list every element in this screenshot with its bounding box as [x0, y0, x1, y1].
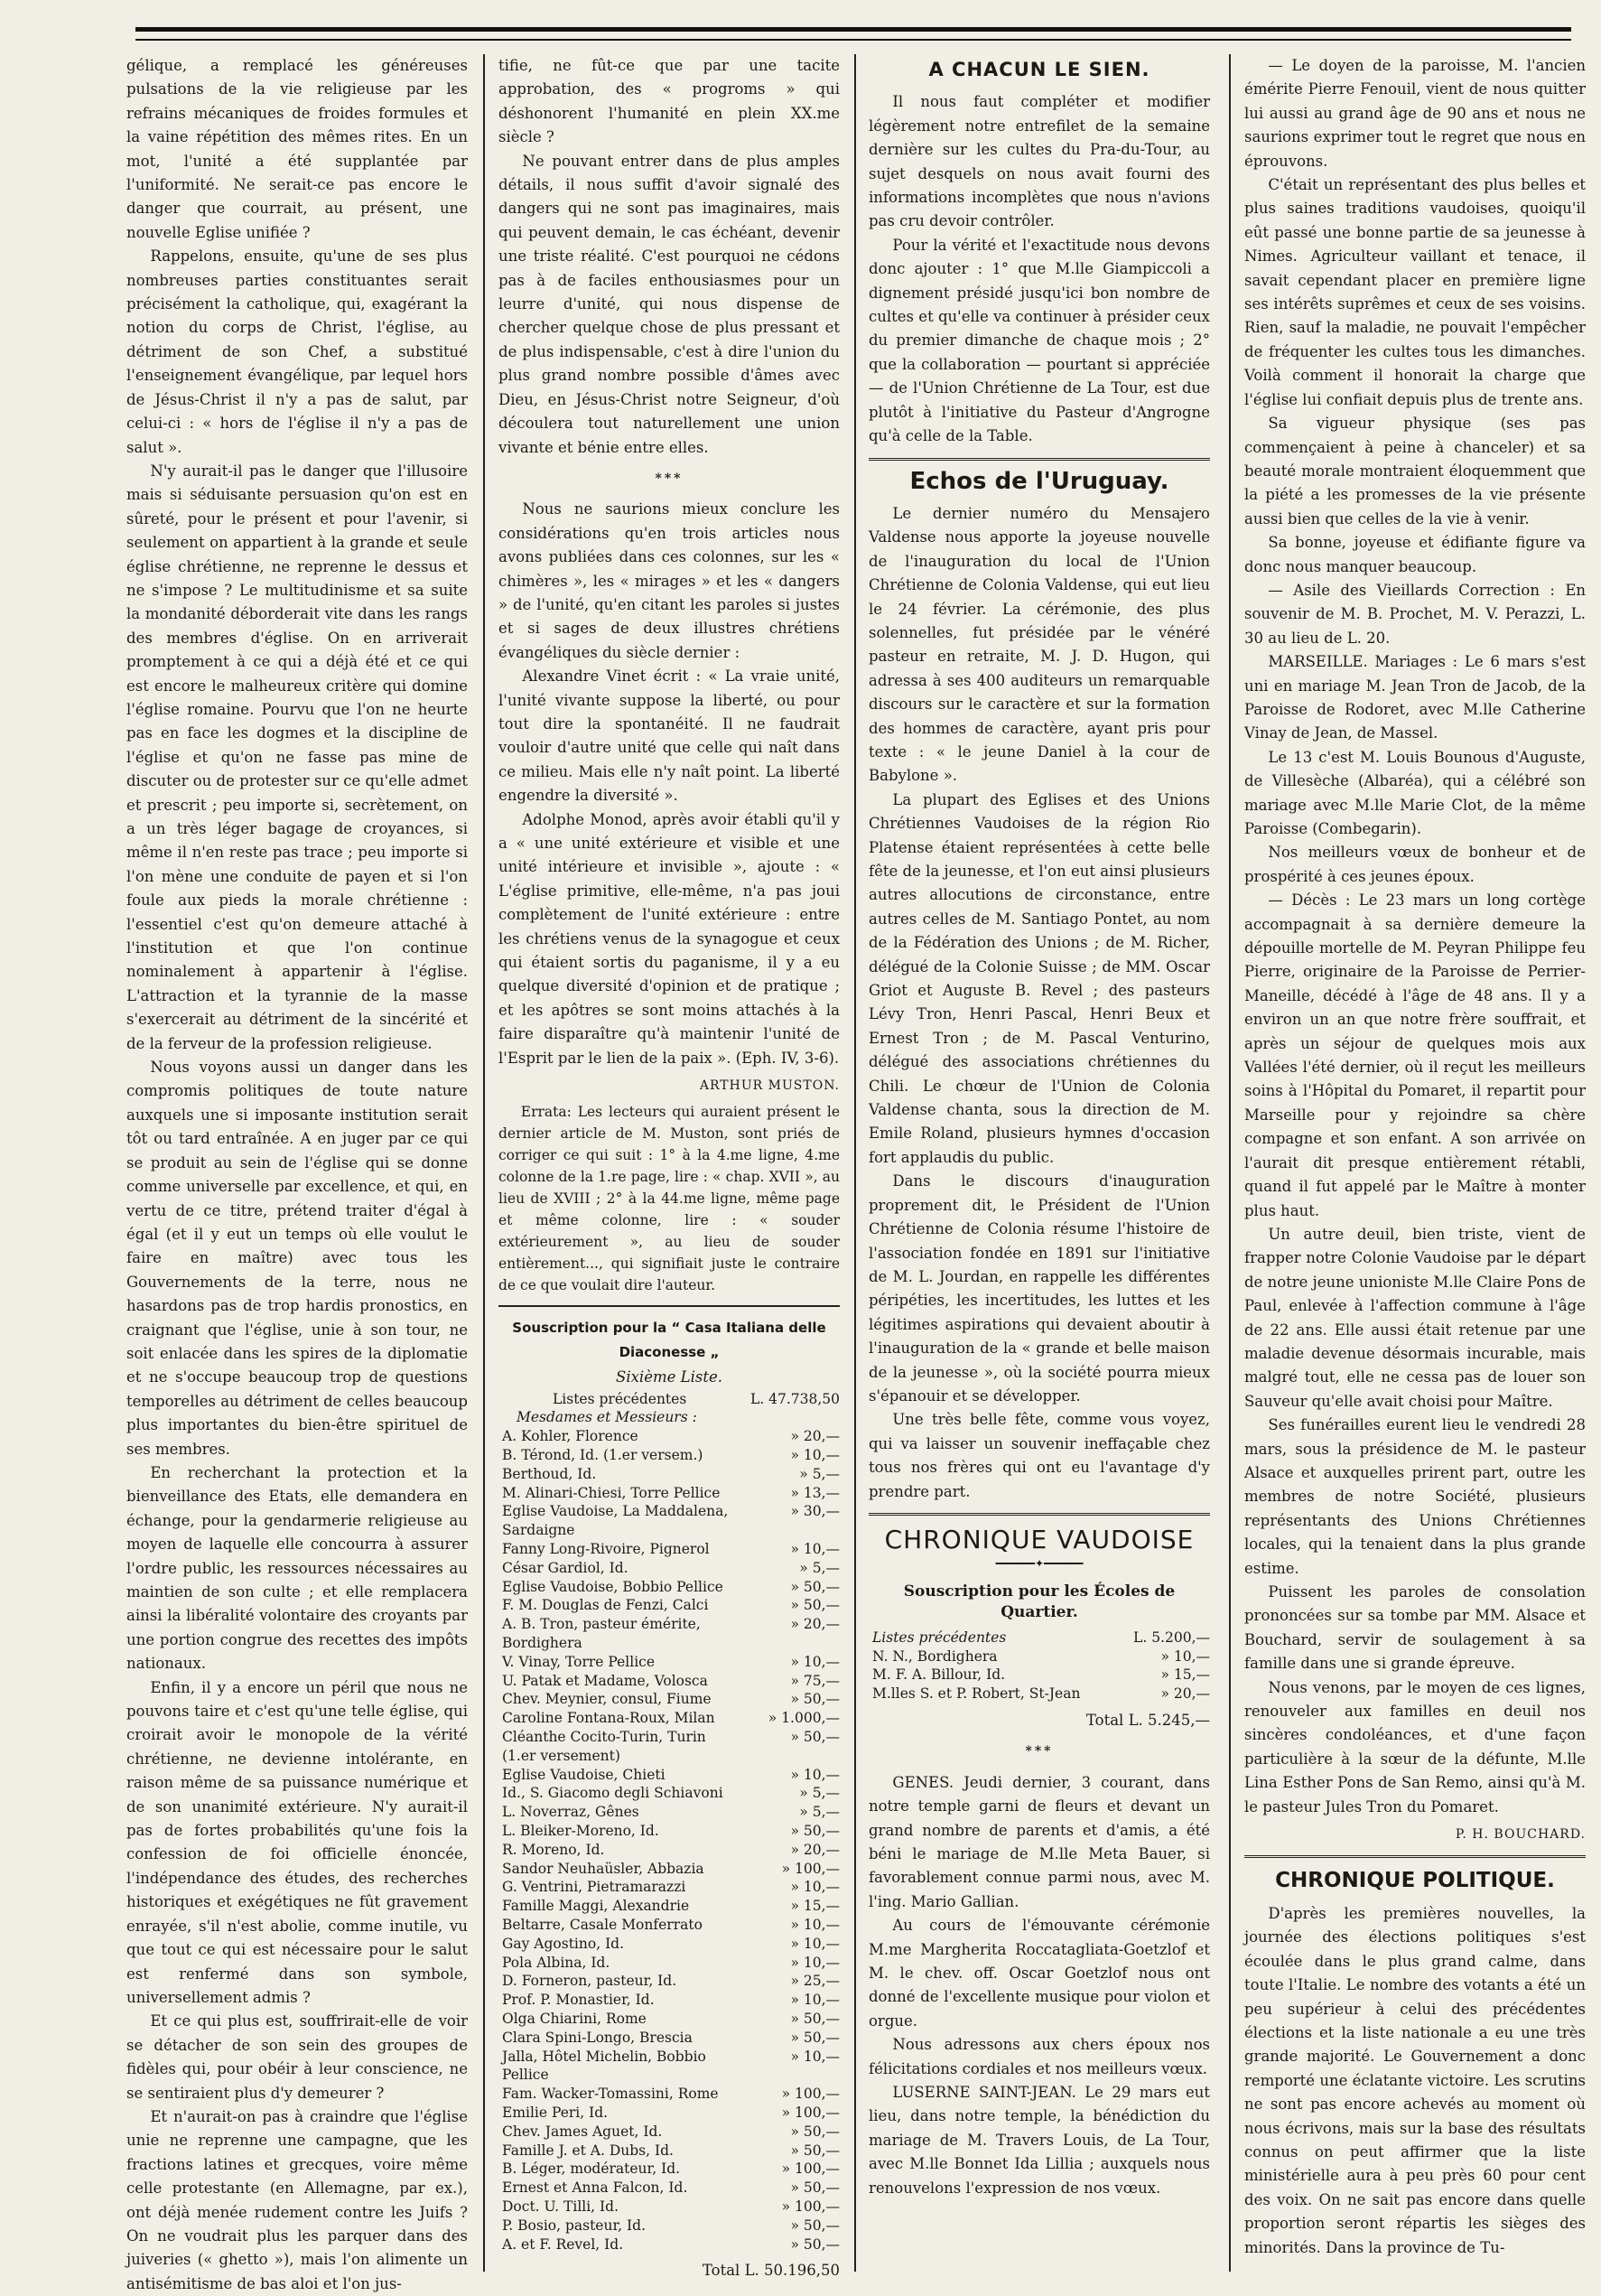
paragraph: Rappelons, ensuite, qu'une de ses plus nombreuses parties constituantes serait précisément la catholique, qui, exagérant la notion du corps de Christ, l'église, au détriment de son Chef, a substitué l'enseignement évangélique, par lequel hors de Jésus-Christ il n'y a pas de salut, par celui-ci : « hors de l'église il n'y a pas de salut ».: [126, 247, 468, 456]
section-separator: ***: [655, 471, 684, 486]
donor-name: Id., S. Giacomo degli Schiavoni: [502, 1785, 723, 1802]
paragraph: — Asile des Vieillards Correction : En souvenir de M. B. Prochet, M. V. Perazzi, L. 30 au lieu de L. 20.: [1244, 581, 1586, 647]
top-rule: [135, 27, 1571, 41]
list-item: [498, 2029, 840, 2048]
paragraph: Nous ne saurions mieux conclure les considérations qu'en trois articles nous avons publiées dans ces colonnes, sur les « chimères », les « mirages » et les « dangers » de l'unité, qu'en citant les paroles si justes et si sages de deux illustres chrétiens évangéliques du siècle dernier :: [498, 500, 840, 661]
donor-amount: » 20,—: [790, 1616, 840, 1633]
article-uruguay: [869, 502, 1210, 1504]
donor-name: Pola Albina, Id.: [502, 1954, 610, 1971]
list-item: [498, 1502, 840, 1540]
subscription-title: Souscription pour la “ Casa Italiana delle Diaconesse „: [512, 1320, 826, 1360]
column-2: [498, 54, 840, 2280]
donor-amount: » 50,—: [790, 1823, 840, 1840]
author-signature: ARTHUR MUSTON.: [699, 1078, 840, 1094]
donor-name: Doct. U. Tilli, Id.: [502, 2198, 619, 2215]
paragraph: Nous venons, par le moyen de ces lignes, renouveler aux familles en deuil nos sincères condoléances, et d'une façon particulière à la sœur de la défunte, M.lle Lina Esther Pons de San Remo, ainsi qu'à M. le pasteur Jules Tron du Pomaret.: [1244, 1678, 1586, 1815]
donor-amount: » 100,—: [781, 1860, 840, 1877]
list-item: [498, 2142, 840, 2161]
donor-list: [498, 1390, 840, 2254]
donor-name: Berthoud, Id.: [502, 1465, 597, 1482]
list-item: [498, 1784, 840, 1803]
paragraph: Ses funérailles eurent lieu le vendredi 28 mars, sous la présidence de M. le pasteur Alsace et auxquelles prirent part, outre les membres de notre Société, plusieurs représentants des Unions Chrétiennes locales, qui la tenaient dans la plus grande estime.: [1244, 1416, 1586, 1577]
list-item: [498, 1578, 840, 1597]
article-unity-dangers-continued: [126, 54, 468, 2296]
list-item: [498, 1390, 840, 1409]
donor-amount: » 100,—: [781, 2086, 840, 2103]
donor-amount: » 50,—: [790, 2123, 840, 2140]
list-item: [498, 1916, 840, 1935]
donor-amount: » 50,—: [790, 1691, 840, 1708]
paragraph: Une très belle fête, comme vous voyez, qui va laisser un souvenir ineffaçable chez tous nos frères qui ont eu l'avantage d'y prendre part.: [869, 1411, 1210, 1500]
donor-name: D. Forneron, pasteur, Id.: [502, 1973, 677, 1990]
section-title-chronique-politique: CHRONIQUE POLITIQUE.: [1275, 1869, 1555, 1893]
paragraph: La plupart des Eglises et des Unions Chrétiennes Vaudoises de la région Rio Platense étaient représentées à cette belle fête de la jeunesse, et l'on eut ainsi plusieurs autres allocutions de circonstance, entre autres celles de M. Santiago Pontet, au nom de la Fédération des Unions ; de M. Richer, délégué de la Colonie Suisse ; de MM. Oscar Griot et Auguste B. Revel ; des pasteurs Lévy Tron, Henri Pascal, Henri Beux et Ernest Tron ; de M. Pascal Venturino, délégué des associations chrétiennes du Chili. Le chœur de l'Union de Colonia Valdense chanta, sous la direction de M. Emile Roland, plusieurs hymnes d'occasion fort applaudis du public.: [869, 790, 1210, 1166]
column-4: [1244, 54, 1586, 2272]
subscriber-amount: » 10,—: [1160, 1647, 1210, 1665]
paragraph: Puissent les paroles de consolation prononcées sur sa tombe par MM. Alsace et Bouchard, servir de soulagement à sa famille dans une si grande épreuve.: [1244, 1583, 1586, 1673]
school-subscription-total: Total L. 5.245,—: [1085, 1711, 1210, 1729]
donor-name: Sandor Neuhaüsler, Abbazia: [502, 1860, 704, 1877]
list-item: [498, 2104, 840, 2123]
paragraph: Au cours de l'émouvante cérémonie M.me Margherita Roccatagliata-Goetzlof et M. le chev. off. Oscar Goetzlof nous ont donné de l'excellente musique pour violon et orgue.: [869, 1917, 1210, 2030]
list-item: [498, 1766, 840, 1785]
list-item: [498, 2179, 840, 2198]
donor-name: Jalla, Hôtel Michelin, Bobbio Pellice: [502, 2048, 706, 2084]
list-item: [498, 1841, 840, 1860]
paragraph: Et n'aurait-on pas à craindre que l'église unie ne reprenne une campagne, que les fractions latines et grecques, voire même celle protestante (en Allemagne, par ex.), ont déjà menée rudement contre les Juifs ? On ne voudrait plus les parquer dans des juiveries (« ghetto »), mais l'on alimente un antisémitisme de bas aloi et l'on jus-: [126, 2107, 468, 2292]
donor-amount: » 10,—: [790, 1447, 840, 1464]
donor-name: Fanny Long-Rivoire, Pignerol: [502, 1541, 710, 1558]
donor-amount: » 20,—: [790, 1841, 840, 1858]
paragraph: D'après les premières nouvelles, la journée des élections politiques s'est écoulée dans le plus grand calme, dans toute l'Italie. Le nombre des votants a été un peu supérieur à celui des précédentes élections et la liste nationale a eu une très grande majorité. Le Gouvernement a donc remporté une éclatante victoire. Les scrutins ne sont pas encore achevés au moment où nous écrivons, mais sur la base des résultats connus on peut affirmer que la liste ministérielle aura à peu près 60 pour cent des voix. On ne sait pas encore dans quelle proportion seront répartis les sièges des minorités. Dans la province de Tu-: [1244, 1904, 1586, 2256]
donor-name: L. Bleiker-Moreno, Id.: [502, 1823, 659, 1840]
list-item: [498, 1935, 840, 1954]
donor-name: P. Bosio, pasteur, Id.: [502, 2217, 646, 2234]
donor-name: B. Térond, Id. (1.er versem.): [502, 1447, 703, 1464]
list-item: [498, 1446, 840, 1465]
horizontal-rule: [498, 1305, 840, 1307]
subscriber-amount: » 15,—: [1160, 1666, 1210, 1684]
donor-name: Eglise Vaudoise, Bobbio Pellice: [502, 1578, 723, 1595]
donor-amount: » 10,—: [790, 1879, 840, 1896]
list-item: [869, 1647, 1210, 1666]
donor-amount: » 50,—: [790, 1597, 840, 1614]
donor-amount: » 100,—: [781, 2104, 840, 2121]
donor-amount: » 10,—: [790, 1653, 840, 1670]
donor-name: B. Léger, modérateur, Id.: [502, 2161, 681, 2178]
list-item: [869, 1629, 1210, 1647]
list-item: [498, 1596, 840, 1615]
list-item: [498, 1954, 840, 1973]
donor-amount: » 50,—: [790, 2235, 840, 2253]
donor-name: Chev. Meynier, consul, Fiume: [502, 1691, 712, 1708]
donor-amount: » 5,—: [799, 1559, 840, 1576]
donor-name: R. Moreno, Id.: [502, 1841, 605, 1858]
donor-amount: » 15,—: [790, 1898, 840, 1915]
donor-amount: » 50,—: [790, 2217, 840, 2234]
donor-amount: » 50,—: [790, 2179, 840, 2197]
paragraph: Nous voyons aussi un danger dans les compromis politiques de toute nature auxquels une si imposante institution serait tôt ou tard entraînée. A en juger par ce qui se produit au sein de l'église qui se donne comme universelle par excellence, et qui, en vertu de ce titre, prétend traiter d'égal à égal (et il y eut un temps où elle voulut le faire en maître) avec tous les Gouvernements de la terre, nous ne hasardons pas de trop hardis pronostics, en craignant que l'église, unie à son tour, ne soit enlacée dans les spires de la diplomatie et ne s'occupe beaucoup trop de questions temporelles au détriment de celles beaucoup plus importantes du bien-être spirituel de ses membres.: [126, 1059, 468, 1458]
list-item: [498, 1540, 840, 1559]
list-item: [498, 1465, 840, 1484]
donor-name: Famille J. et A. Dubs, Id.: [502, 2142, 674, 2159]
column-3: [869, 54, 1210, 2272]
donor-name: F. M. Douglas de Fenzi, Calci: [502, 1597, 709, 1614]
column-divider: [483, 54, 485, 2272]
column-divider: [1229, 54, 1231, 2272]
school-subscription-list: [869, 1629, 1210, 1703]
list-item: [498, 1672, 840, 1691]
article-chronique-politique: [1244, 1902, 1586, 2260]
article-local-news: [1244, 54, 1586, 1846]
donor-name: Emilie Peri, Id.: [502, 2104, 609, 2121]
donor-name: Clara Spini-Longo, Brescia: [502, 2029, 693, 2046]
ornament-divider: ━━━━━━✦━━━━━━: [995, 1557, 1084, 1571]
list-item: [498, 1408, 840, 1427]
list-item: [498, 2010, 840, 2029]
donor-name: Prof. P. Monastier, Id.: [502, 1992, 655, 2009]
article-a-chacun: [869, 90, 1210, 448]
donor-amount: » 75,—: [790, 1672, 840, 1689]
section-separator: ***: [1025, 1744, 1054, 1759]
paragraph-vinet-quote: Alexandre Vinet écrit : « La vraie unité, l'unité vivante suppose la liberté, ou pour tout dire la spontanéité. Il ne faudrait vouloir d'autre unité que celle qui naît dans ce milieu. Mais elle n'y naît point. La liberté engendre la diversité ».: [498, 667, 840, 805]
donor-name: A. Kohler, Florence: [502, 1428, 638, 1445]
donor-amount: » 10,—: [790, 1935, 840, 1952]
donor-amount: » 20,—: [790, 1428, 840, 1445]
donor-name: Famille Maggi, Alexandrie: [502, 1898, 690, 1915]
donor-name: Ernest et Anna Falcon, Id.: [502, 2179, 688, 2197]
paragraph: N'y aurait-il pas le danger que l'illusoire mais si séduisante persuasion qu'on est en sûreté, pour le présent et pour l'avenir, si seulement on appartient à la grande et seule église chrétienne, ne reprenne le dessus et ne s'impose ? Le multitudinisme et sa suite la mondanité déborderait vite dans les rangs des membres d'église. On en arriverait promptement à ce qui a déjà été et ce qui est encore le malheureux critère qui domine l'église romaine. Pourvu que l'on ne heurte pas en face les dogmes et la discipline de l'église et qu'on ne fasse pas mine de discuter ou de protester sur ce qu'elle admet et prescrit ; peu importe si, secrètement, on a un très léger bagage de croyances, si même il n'en reste pas trace ; peu importe si l'on mène une conduite de payen et si l'on foule aux pieds la morale chrétienne : l'essentiel c'est qu'on demeure attaché à l'institution et que l'on continue nominalement à appartenir à l'église. L'attraction et la tyrannie de la masse s'exercerait au détriment de la sincérité et de la ferveur de la profession religieuse.: [126, 462, 468, 1052]
list-item: [498, 1653, 840, 1672]
errata-note: Errata: Les lecteurs qui auraient présent le dernier article de M. Muston, sont priés de corriger ce qui suit : 1° à la 4.me ligne, 4.me colonne de la 1.re page, lire : « chap. XVII », au lieu de XVIII ; 2° à la 44.me ligne, même page et même colonne, lire : « souder extérieurement », au lieu de souder entièrement..., qui signifiait juste le contraire de ce que voulait dire l'auteur.: [498, 1104, 840, 1294]
donor-name: Olga Chiarini, Rome: [502, 2010, 647, 2027]
donor-amount: » 50,—: [790, 2029, 840, 2046]
paragraph: Sa bonne, joyeuse et édifiante figure va donc nous manquer beaucoup.: [1244, 534, 1586, 575]
donor-name: César Gardiol, Id.: [502, 1559, 628, 1576]
list-subtitle: Sixième Liste.: [616, 1368, 722, 1386]
donor-amount: » 25,—: [790, 1973, 840, 1990]
subscriber-name: M.lles S. et P. Robert, St-Jean: [872, 1685, 1081, 1703]
donor-amount: » 100,—: [781, 2198, 840, 2215]
subscription-total: Total L. 50.196,50: [702, 2262, 840, 2280]
paragraph: gélique, a remplacé les généreuses pulsations de la vie religieuse par les refrains mécaniques de froides formules et la vaine répétition des mêmes rites. En un mot, l'unité a été supplantée par l'uniformité. Ne serait-ce pas encore le danger que courrait, au présent, une nouvelle Eglise unifiée ?: [126, 57, 468, 241]
donor-name: U. Patak et Madame, Volosca: [502, 1672, 708, 1689]
list-item: [498, 1728, 840, 1766]
donor-amount: » 50,—: [790, 1578, 840, 1595]
list-item: [498, 2235, 840, 2254]
subscriber-amount: L. 5.200,—: [1133, 1629, 1210, 1646]
donors-header: Mesdames et Messieurs :: [517, 1409, 697, 1426]
donor-name: A. B. Tron, pasteur émérite, Bordighera: [502, 1616, 701, 1652]
paragraph-monod-quote: Adolphe Monod, après avoir établi qu'il y a « une unité extérieure et visible et une unité intérieure et invisible », ajoute : « L'église primitive, elle-même, n'a pas joui complètement de l'unité extérieure : entre les chrétiens venus de la synagogue et ceux qui étaient sortis du paganisme, il y a eu quelque diversité d'opinion et de pratique ; et les apôtres se sont moins attachés à la faire disparaître qu'à maintenir l'unité de l'Esprit par le lien de la paix ». (Eph. IV, 3-6).: [498, 810, 840, 1067]
donor-amount: » 50,—: [790, 2010, 840, 2027]
list-item: [498, 1484, 840, 1503]
list-item: [498, 1559, 840, 1578]
subscription-heading: Souscription pour les Écoles de Quartier.: [903, 1582, 1176, 1621]
section-title-chronique-vaudoise: CHRONIQUE VAUDOISE: [884, 1524, 1195, 1554]
donor-amount: » 10,—: [790, 1766, 840, 1783]
list-item: [498, 2217, 840, 2235]
paragraph: Et ce qui plus est, souffrirait-elle de voir se détacher de son sein des groupes de fidèles qui, pour obéir à leur conscience, ne se sentiraient plus d'y demeurer ?: [126, 2012, 468, 2102]
paragraph: Le 13 c'est M. Louis Bounous d'Auguste, de Villesèche (Albaréa), qui a célébré son mariage avec M.lle Marie Clot, de la même Paroisse (Combegarin).: [1244, 748, 1586, 837]
article-chronique-vaudoise: [869, 1771, 1210, 2200]
donor-amount: » 13,—: [790, 1484, 840, 1501]
donor-name: Fam. Wacker-Tomassini, Rome: [502, 2086, 719, 2103]
paragraph: MARSEILLE. Mariages : Le 6 mars s'est uni en mariage M. Jean Tron de Jacob, de la Paroisse de Rodoret, avec M.lle Catherine Vinay de Jean, de Massel.: [1244, 653, 1586, 742]
donor-amount: » 10,—: [790, 1954, 840, 1971]
list-item: [498, 2198, 840, 2217]
list-item: [498, 1615, 840, 1653]
list-item: [498, 2123, 840, 2142]
donor-amount: » 10,—: [790, 1992, 840, 2009]
donor-name: A. et F. Revel, Id.: [502, 2235, 624, 2253]
paragraph: Nos meilleurs vœux de bonheur et de prospérité à ces jeunes époux.: [1244, 844, 1586, 885]
previous-lists-amount: L. 47.738,50: [749, 1390, 840, 1407]
paragraph: Il nous faut compléter et modifier légèrement notre entrefilet de la semaine dernière sur les cultes du Pra-du-Tour, au sujet desquels on nous avait fourni des informations incomplètes que nous n'avions pas cru devoir contrôler.: [869, 93, 1210, 230]
subscriber-name: M. F. A. Billour, Id.: [872, 1666, 1006, 1684]
list-item: [498, 1897, 840, 1916]
list-item: [869, 1666, 1210, 1685]
paragraph: tifie, ne fût-ce que par une tacite approbation, des « progroms » qui déshonorent l'humanité en plein XX.me siècle ?: [498, 57, 840, 146]
author-signature: P. H. BOUCHARD.: [1455, 1827, 1586, 1843]
horizontal-rule: [869, 1513, 1210, 1516]
donor-name: Eglise Vaudoise, La Maddalena, Sardaigne: [502, 1503, 729, 1539]
list-item: [498, 1822, 840, 1841]
donor-name: Beltarre, Casale Monferrato: [502, 1917, 703, 1933]
paragraph: Pour la vérité et l'exactitude nous devons donc ajouter : 1° que M.lle Giampiccoli a dignement présidé jusqu'ici bon nombre de cultes et qu'elle va continuer à présider ceux du premier dimanche de chaque mois ; 2° que la collaboration — pourtant si appréciée — de l'Union Chrétienne de La Tour, est due plutôt à l'initiative du Pasteur d'Angrogne qu'à celle de la Table.: [869, 236, 1210, 445]
subscriber-name: N. N., Bordighera: [872, 1647, 998, 1665]
horizontal-rule: [869, 458, 1210, 461]
donor-amount: » 1.000,—: [768, 1710, 840, 1727]
donor-amount: » 100,—: [781, 2161, 840, 2178]
horizontal-rule: [1244, 1855, 1586, 1858]
paragraph: LUSERNE SAINT-JEAN. Le 29 mars eut lieu, dans notre temple, la bénédiction du mariage de M. Travers Louis, de La Tour, avec M.lle Bonnet Ida Lillia ; auxquels nous renouvelons l'expression de nos vœux.: [869, 2084, 1210, 2197]
list-item: [498, 1860, 840, 1879]
donor-name: V. Vinay, Torre Pellice: [502, 1653, 656, 1670]
paragraph: Enfin, il y a encore un péril que nous ne pouvons taire et c'est qu'une telle église, qui croirait avoir le monopole de la vérité chrétienne, ne devienne intolérante, en raison même de sa puissance numérique et de son unanimité extérieure. N'y aurait-il pas de fortes probabilités qu'une fois la confession de foi officielle énoncée, l'indépendance des études, des recherches historiques et exégétiques ne fût gravement enrayée, s'il n'est abolie, comme inutile, vu que tout ce qui est nécessaire pour le salut est renfermé dans son symbole, universellement admis ?: [126, 1678, 468, 2006]
paragraph: Un autre deuil, bien triste, vient de frapper notre Colonie Vaudoise par le départ de notre jeune unioniste M.lle Claire Pons de Paul, enlevée à l'affection commune à l'âge de 22 ans. Elle aussi était retenue par une maladie devenue désormais incurable, mais malgré tout, elle ne cessa pas de louer son Sauveur qu'elle avait choisi pour Maître.: [1244, 1225, 1586, 1410]
donor-amount: » 5,—: [799, 1785, 840, 1802]
paragraph: Sa vigueur physique (ses pas commençaient à peine à chanceler) et sa beauté morale montraient éloquemment que la piété a les promesses de la vie présente aussi bien que celles de la vie à venir.: [1244, 415, 1586, 527]
subscriber-name: Listes précédentes: [872, 1629, 1007, 1646]
article-unity-conclusion: [498, 54, 840, 1296]
column-1: [126, 54, 468, 2292]
donor-amount: » 50,—: [790, 1729, 840, 1746]
paragraph: C'était un représentant des plus belles et plus saines traditions vaudoises, quoiqu'il eût passé une bonne partie de sa jeunesse à Nimes. Agriculteur vaillant et tenace, il savait cependant placer en première ligne ses intérêts suprêmes et ceux de ses voisins. Rien, sauf la maladie, ne pouvait l'empêcher de fréquenter les cultes tous les dimanches. Voilà comment il honorait la charge que l'église lui confiait depuis plus de trente ans.: [1244, 176, 1586, 408]
donor-name: Caroline Fontana-Roux, Milan: [502, 1710, 715, 1727]
donor-amount: » 10,—: [790, 2048, 840, 2065]
subscriber-amount: » 20,—: [1160, 1685, 1210, 1703]
list-item: [498, 1709, 840, 1728]
column-divider: [854, 54, 856, 2272]
list-item: [498, 1427, 840, 1446]
list-item: [498, 2085, 840, 2104]
list-item: [498, 1803, 840, 1822]
previous-lists-label: Listes précédentes: [553, 1390, 687, 1407]
donor-amount: » 30,—: [790, 1503, 840, 1520]
donor-amount: » 50,—: [790, 2142, 840, 2159]
donor-name: Cléanthe Cocito-Turin, Turin (1.er versement): [502, 1729, 706, 1764]
paragraph: — Le doyen de la paroisse, M. l'ancien émérite Pierre Fenouil, vient de nous quitter lui aussi au grand âge de 90 ans et nous ne saurions exprimer tout le regret que nous en éprouvons.: [1244, 57, 1586, 170]
paragraph: En recherchant la protection et la bienveillance des Etats, elle demandera en échange, pour la gendarmerie religieuse au moyen de laquelle elle concourra à assurer l'ordre public, les ressources nécessaires au maintien de son culte ; et elle remplacera ainsi la libéralité volontaire des croyants par une portion congrue des recettes des impôts nationaux.: [126, 1463, 468, 1673]
paragraph: Nous adressons aux chers époux nos félicitations cordiales et nos meilleurs vœux.: [869, 2036, 1210, 2077]
paragraph: GENES. Jeudi dernier, 3 courant, dans notre temple garni de fleurs et devant un grand nombre de parents et d'amis, a été béni le mariage de M.lle Meta Bauer, si favorablement connue parmi nous, avec M. l'ing. Mario Gallian.: [869, 1773, 1210, 1910]
donor-amount: » 10,—: [790, 1917, 840, 1933]
list-item: [498, 1690, 840, 1709]
donor-amount: » 5,—: [799, 1465, 840, 1482]
list-item: [498, 2048, 840, 2086]
donor-name: M. Alinari-Chiesi, Torre Pellice: [502, 1484, 721, 1501]
donor-name: Eglise Vaudoise, Chieti: [502, 1766, 666, 1783]
paragraph: — Décès : Le 23 mars un long cortège accompagnait à sa dernière demeure la dépouille mortelle de M. Peyran Philippe feu Pierre, originaire de la Paroisse de Perrier-Maneille, décédé à l'âge de 48 ans. Il y a environ un an que notre frère souffrait, et après un séjour de quelques mois aux Vallées l'été dernier, où il reçut les meilleurs soins à l'Hôpital du Pomaret, il repartit pour Marseille pour y rejoindre sa chère compagne et son enfant. A son arrivée on l'aurait dit presque entièrement rétabli, quand il fut appelé par le Maître à monter plus haut.: [1244, 891, 1586, 1219]
list-item: [498, 1991, 840, 2010]
donor-amount: » 10,—: [790, 1541, 840, 1558]
paragraph: Le dernier numéro du Mensajero Valdense nous apporte la joyeuse nouvelle de l'inauguration du local de l'Union Chrétienne de Colonia Valdense, qui eut lieu le 24 février. La cérémonie, des plus solennelles, fut présidée par le vénéré pasteur en retraite, M. J. D. Hugon, qui adressa à ses 400 auditeurs un remarquable discours sur le caractère et sur la formation des hommes de caractère, ayant pris pour texte : « le jeune Daniel à la cour de Babylone ».: [869, 504, 1210, 785]
donor-name: Gay Agostino, Id.: [502, 1935, 625, 1952]
paragraph: Dans le discours d'inauguration proprement dit, le Président de l'Union Chrétienne de Colonia résume l'histoire de l'association fondée en 1891 sur l'initiative de M. L. Jourdan, en rappelle les différentes péripéties, les incertitudes, les luttes et les légitimes aspirations qui devaient aboutir à l'inauguration de la « grande et belle maison de la jeunesse », où la société pourra mieux s'épanouir et se développer.: [869, 1172, 1210, 1405]
list-item: [498, 1878, 840, 1897]
section-title-uruguay: Echos de l'Uruguay.: [909, 467, 1169, 495]
list-item: [869, 1685, 1210, 1703]
list-item: [498, 2160, 840, 2179]
section-title-a-chacun: A CHACUN LE SIEN.: [928, 59, 1150, 80]
donor-name: Chev. James Aguet, Id.: [502, 2123, 663, 2140]
paragraph: Ne pouvant entrer dans de plus amples détails, il nous suffit d'avoir signalé des dangers qui ne sont pas imaginaires, mais qui peuvent demain, le cas échéant, devenir une triste réalité. C'est pourquoi ne cédons pas à de faciles enthousiasmes pour un leurre d'unité, qui nous dispense de chercher quelque chose de plus pressant et de plus indispensable, c'est à dire l'union du plus grand nombre possible d'âmes avec Dieu, en Jésus-Christ notre Seigneur, d'où découlera tout naturellement une union vivante et bénie entre elles.: [498, 152, 840, 456]
list-item: [498, 1972, 840, 1991]
donor-amount: » 5,—: [799, 1804, 840, 1821]
donor-name: G. Ventrini, Pietramarazzi: [502, 1879, 686, 1896]
donor-name: L. Noverraz, Gênes: [502, 1804, 639, 1821]
